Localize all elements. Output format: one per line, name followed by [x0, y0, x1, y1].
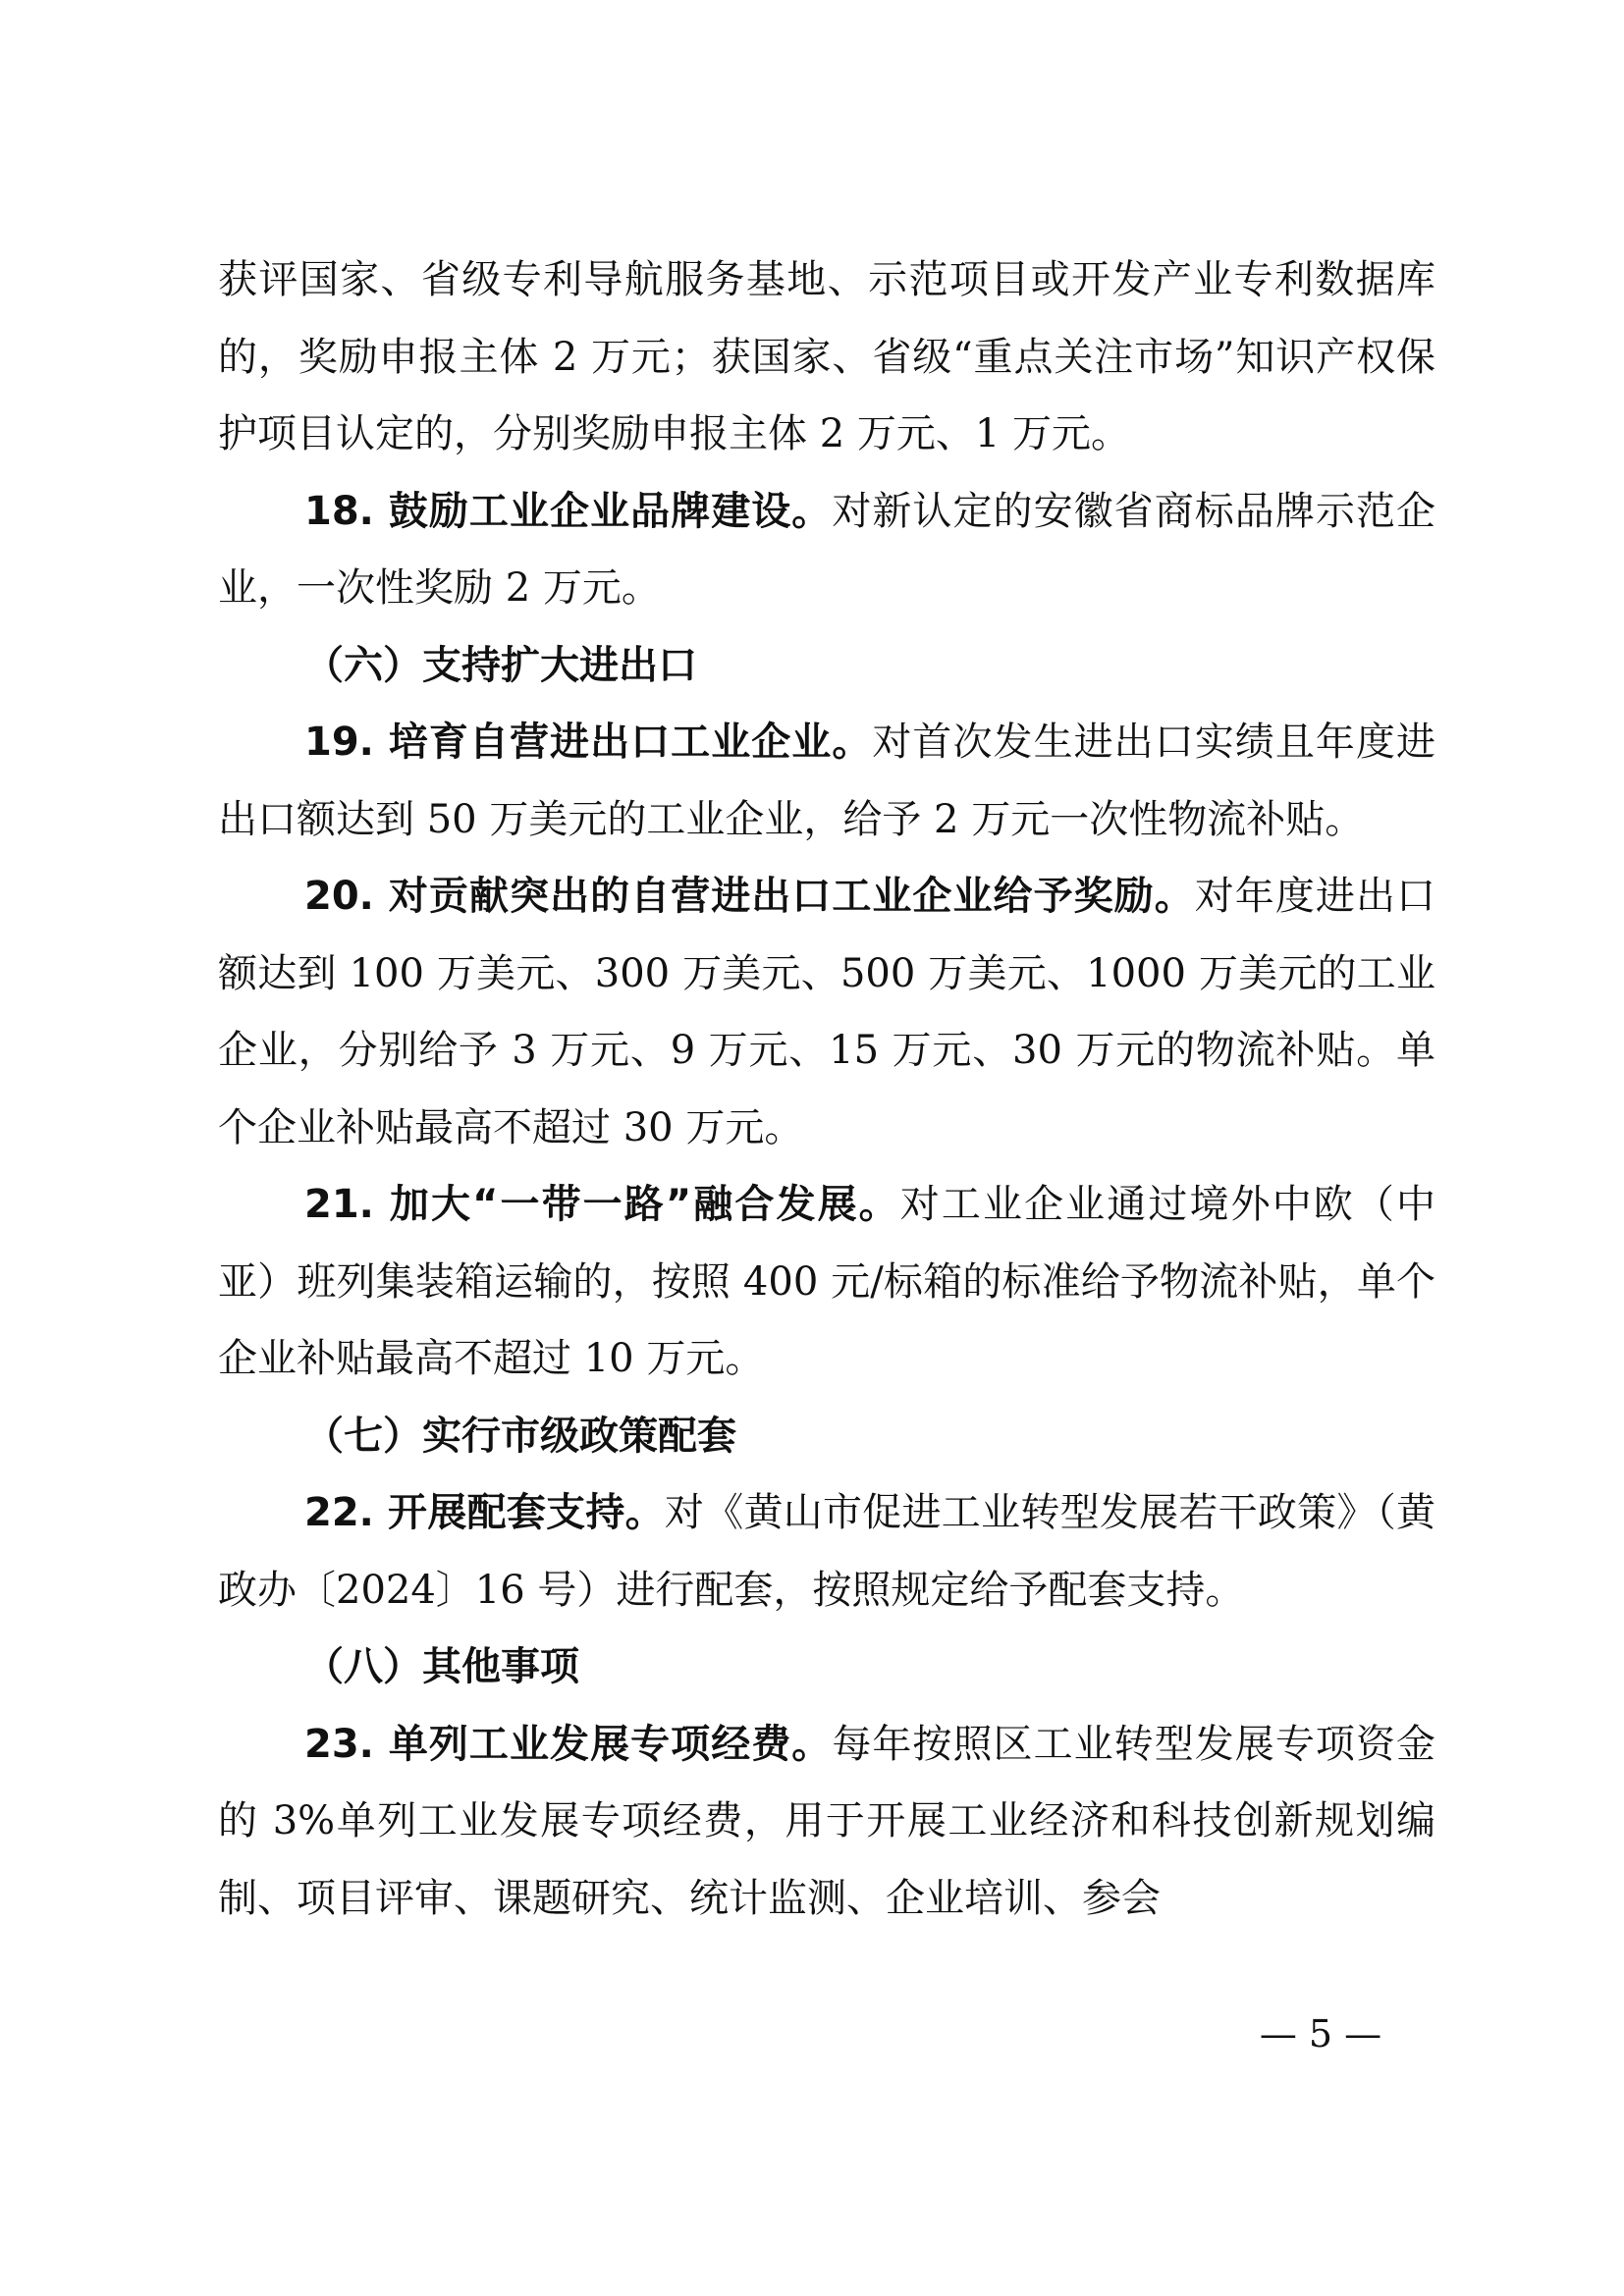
section-heading-6: （六）支持扩大进出口 [304, 642, 697, 688]
paragraph-21-title: 21. 加大“一带一路”融合发展。 [304, 1182, 900, 1227]
paragraph-19-body: 对首次发生进出口实绩且年度进出口额达到 50 万美元的工业企业，给予 2 万元一次性物流补贴。 [218, 720, 1435, 842]
document-body [218, 241, 1435, 1937]
paragraph-18-body: 对新认定的安徽省商标品牌示范企业，一次性奖励 2 万元。 [218, 488, 1435, 611]
paragraph-23-title: 23. 单列工业发展专项经费。 [304, 1721, 833, 1767]
paragraph-19 [218, 704, 1435, 858]
page-number: — 5 — [1259, 2012, 1382, 2056]
paragraph-23 [218, 1706, 1435, 1938]
section-heading-7: （七）实行市级政策配套 [304, 1413, 736, 1459]
paragraph-21 [218, 1166, 1435, 1398]
paragraph-23-body: 每年按照区工业转型发展专项资金的 3%单列工业发展专项经费，用于开展工业经济和科技创新规划编制、项目评审、课题研究、统计监测、企业培训、参会 [218, 1721, 1435, 1921]
paragraph-17-continued: 获评国家、省级专利导航服务基地、示范项目或开发产业专利数据库的，奖励申报主体 2 万元；获国家、省级“重点关注市场”知识产权保护项目认定的，分别奖励申报主体 2 万元、1 万元。 [218, 257, 1435, 456]
paragraph-20-body: 对年度进出口额达到 100 万美元、300 万美元、500 万美元、1000 万美元的工业企业，分别给予 3 万元、9 万元、15 万元、30 万元的物流补贴。单个企业补贴最高不超过 30 万元。 [218, 874, 1435, 1150]
section-heading-8: （八）其他事项 [304, 1644, 579, 1689]
paragraph-18-title: 18. 鼓励工业企业品牌建设。 [304, 488, 833, 534]
paragraph-21-body: 对工业企业通过境外中欧（中亚）班列集装箱运输的，按照 400 元/标箱的标准给予物流补贴，单个企业补贴最高不超过 10 万元。 [218, 1182, 1435, 1381]
paragraph-22-title: 22. 开展配套支持。 [304, 1490, 665, 1535]
paragraph-18 [218, 473, 1435, 627]
paragraph-20 [218, 858, 1435, 1166]
paragraph-20-title: 20. 对贡献突出的自营进出口工业企业给予奖励。 [304, 874, 1195, 919]
paragraph-22 [218, 1474, 1435, 1629]
paragraph-22-body: 对《黄山市促进工业转型发展若干政策》（黄政办〔2024〕16 号）进行配套，按照规定给予配套支持。 [218, 1490, 1435, 1613]
paragraph-19-title: 19. 培育自营进出口工业企业。 [304, 720, 873, 765]
